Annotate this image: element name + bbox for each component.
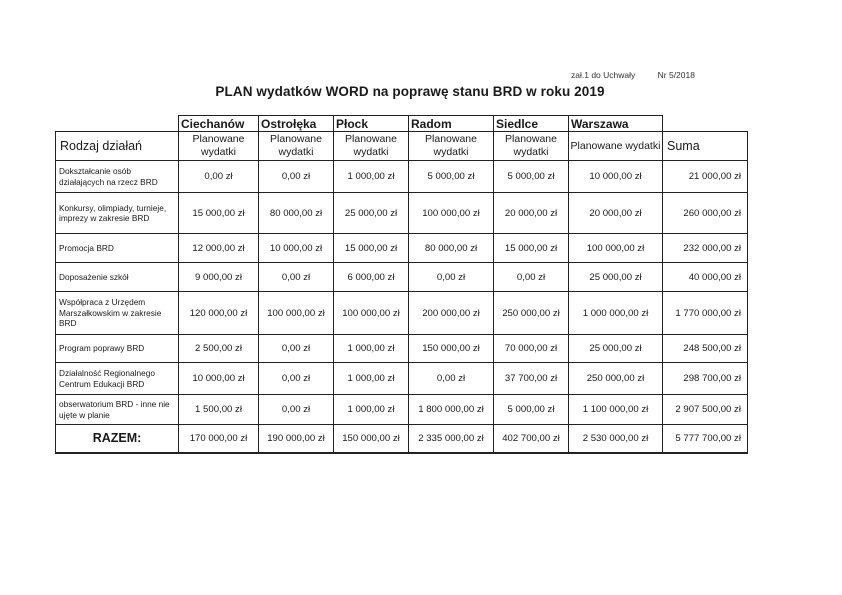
value-cell: 1 000,00 zł	[334, 161, 409, 193]
city-header-plock: Płock	[334, 116, 409, 132]
total-label: RAZEM:	[56, 425, 179, 453]
table-row	[56, 263, 748, 292]
sum-cell: 1 770 000,00 zł	[663, 292, 748, 335]
row-label: Dokształcanie osób działających na rzecz BRD	[56, 161, 179, 193]
value-cell: 9 000,00 zł	[179, 263, 259, 292]
value-cell: 1 800 000,00 zł	[409, 395, 494, 425]
sum-cell: 21 000,00 zł	[663, 161, 748, 193]
city-header-siedlce: Siedlce	[494, 116, 569, 132]
total-row	[56, 425, 748, 453]
value-cell: 5 000,00 zł	[494, 395, 569, 425]
value-cell: 100 000,00 zł	[569, 234, 663, 263]
value-cell: 25 000,00 zł	[334, 193, 409, 234]
total-value-cell: 190 000,00 zł	[259, 425, 334, 453]
value-cell: 200 000,00 zł	[409, 292, 494, 335]
total-sum-cell: 5 777 700,00 zł	[663, 425, 748, 453]
value-cell: 25 000,00 zł	[569, 335, 663, 363]
planned-expenses-header: Planowane wydatki	[179, 132, 259, 161]
corner-cell	[56, 116, 179, 132]
table-row	[56, 395, 748, 425]
value-cell: 250 000,00 zł	[569, 363, 663, 395]
attachment-note-text: zał.1 do Uchwały	[571, 70, 636, 80]
city-header-warszawa: Warszawa	[569, 116, 663, 132]
value-cell: 37 700,00 zł	[494, 363, 569, 395]
value-cell: 15 000,00 zł	[334, 234, 409, 263]
value-cell: 1 000 000,00 zł	[569, 292, 663, 335]
value-cell: 10 000,00 zł	[259, 234, 334, 263]
sum-cell: 248 500,00 zł	[663, 335, 748, 363]
value-cell: 12 000,00 zł	[179, 234, 259, 263]
column-subheader-row	[56, 132, 748, 161]
value-cell: 150 000,00 zł	[409, 335, 494, 363]
value-cell: 70 000,00 zł	[494, 335, 569, 363]
value-cell: 0,00 zł	[259, 395, 334, 425]
value-cell: 0,00 zł	[259, 363, 334, 395]
value-cell: 80 000,00 zł	[259, 193, 334, 234]
sum-cell: 2 907 500,00 zł	[663, 395, 748, 425]
table-row	[56, 363, 748, 395]
value-cell: 0,00 zł	[259, 161, 334, 193]
value-cell: 15 000,00 zł	[179, 193, 259, 234]
value-cell: 100 000,00 zł	[334, 292, 409, 335]
value-cell: 6 000,00 zł	[334, 263, 409, 292]
value-cell: 5 000,00 zł	[494, 161, 569, 193]
planned-expenses-header: Planowane wydatki	[259, 132, 334, 161]
table-row	[56, 335, 748, 363]
total-value-cell: 2 335 000,00 zł	[409, 425, 494, 453]
value-cell: 10 000,00 zł	[569, 161, 663, 193]
table-row	[56, 161, 748, 193]
value-cell: 0,00 zł	[179, 161, 259, 193]
value-cell: 2 500,00 zł	[179, 335, 259, 363]
value-cell: 20 000,00 zł	[494, 193, 569, 234]
row-header: Rodzaj działań	[56, 132, 179, 161]
total-value-cell: 2 530 000,00 zł	[569, 425, 663, 453]
value-cell: 250 000,00 zł	[494, 292, 569, 335]
value-cell: 0,00 zł	[409, 363, 494, 395]
value-cell: 1 100 000,00 zł	[569, 395, 663, 425]
value-cell: 0,00 zł	[259, 335, 334, 363]
attachment-note	[571, 70, 695, 80]
value-cell: 100 000,00 zł	[259, 292, 334, 335]
value-cell: 20 000,00 zł	[569, 193, 663, 234]
value-cell: 80 000,00 zł	[409, 234, 494, 263]
attachment-number: Nr 5/2018	[657, 70, 695, 80]
city-header-radom: Radom	[409, 116, 494, 132]
planned-expenses-header: Planowane wydatki	[334, 132, 409, 161]
planned-expenses-header: Planowane wydatki	[569, 132, 663, 161]
value-cell: 1 000,00 zł	[334, 363, 409, 395]
value-cell: 120 000,00 zł	[179, 292, 259, 335]
city-header-ostroleka: Ostrołęka	[259, 116, 334, 132]
row-label: Konkursy, olimpiady, turnieje, imprezy w zakresie BRD	[56, 193, 179, 234]
table-row	[56, 193, 748, 234]
sum-cell: 298 700,00 zł	[663, 363, 748, 395]
value-cell: 15 000,00 zł	[494, 234, 569, 263]
table-row	[56, 292, 748, 335]
row-label: Doposażenie szkół	[56, 263, 179, 292]
city-header-row	[56, 116, 748, 132]
expense-plan-table	[55, 115, 748, 454]
row-label: Działalność Regionalnego Centrum Edukacji BRD	[56, 363, 179, 395]
planned-expenses-header: Planowane wydatki	[409, 132, 494, 161]
row-label: Program poprawy BRD	[56, 335, 179, 363]
value-cell: 5 000,00 zł	[409, 161, 494, 193]
city-header-ciechanow: Ciechanów	[179, 116, 259, 132]
total-value-cell: 150 000,00 zł	[334, 425, 409, 453]
row-label: Współpraca z Urzędem Marszałkowskim w zakresie BRD	[56, 292, 179, 335]
value-cell: 100 000,00 zł	[409, 193, 494, 234]
value-cell: 1 000,00 zł	[334, 395, 409, 425]
sum-corner-cell	[663, 116, 748, 132]
value-cell: 10 000,00 zł	[179, 363, 259, 395]
value-cell: 1 000,00 zł	[334, 335, 409, 363]
table-row	[56, 234, 748, 263]
sum-header: Suma	[663, 132, 748, 161]
value-cell: 0,00 zł	[409, 263, 494, 292]
value-cell: 1 500,00 zł	[179, 395, 259, 425]
row-label: obserwatorium BRD - inne nie ujęte w planie	[56, 395, 179, 425]
row-label: Promocja BRD	[56, 234, 179, 263]
planned-expenses-header: Planowane wydatki	[494, 132, 569, 161]
total-value-cell: 402 700,00 zł	[494, 425, 569, 453]
value-cell: 25 000,00 zł	[569, 263, 663, 292]
value-cell: 0,00 zł	[494, 263, 569, 292]
page-title: PLAN wydatków WORD na poprawę stanu BRD w roku 2019	[215, 84, 605, 99]
value-cell: 0,00 zł	[259, 263, 334, 292]
total-value-cell: 170 000,00 zł	[179, 425, 259, 453]
sum-cell: 40 000,00 zł	[663, 263, 748, 292]
sum-cell: 232 000,00 zł	[663, 234, 748, 263]
sum-cell: 260 000,00 zł	[663, 193, 748, 234]
